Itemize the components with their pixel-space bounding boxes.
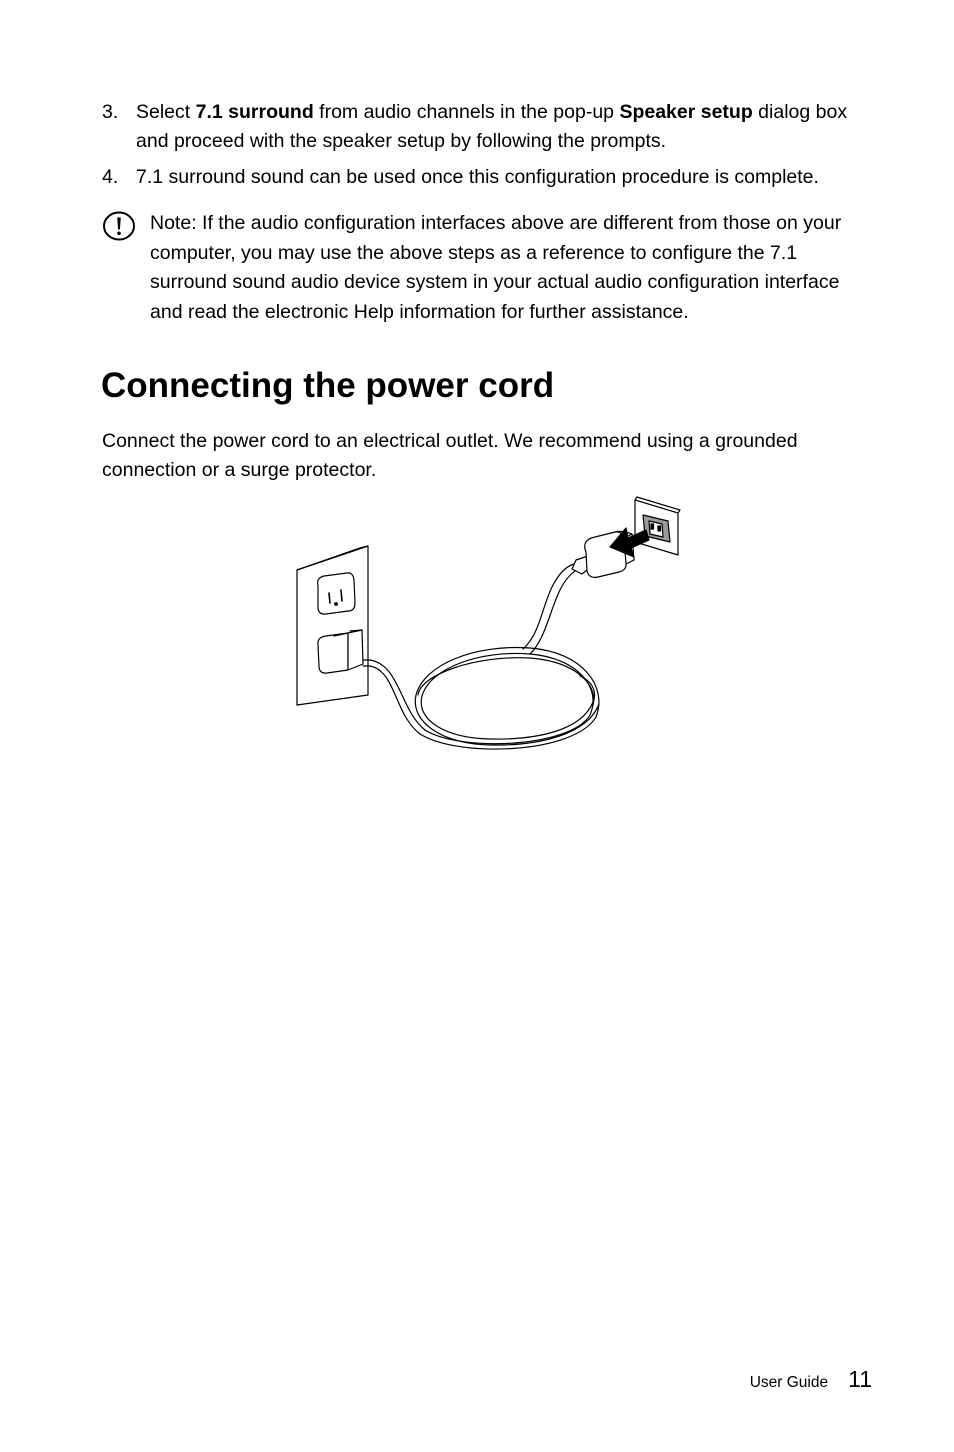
step-number: 3. <box>102 101 119 123</box>
step-3 <box>102 98 872 156</box>
power-cord-illustration <box>290 490 690 765</box>
wall-outlet-icon <box>297 546 368 705</box>
page-footer <box>750 1366 872 1393</box>
step-number: 4. <box>102 166 119 188</box>
speaker-setup-dialog-name: Speaker setup <box>619 101 753 123</box>
step-4 <box>102 163 872 192</box>
page-number: 11 <box>848 1366 872 1392</box>
note-text: Note: If the audio configuration interfaces above are different from those on your computer, you may use the above steps as a reference to configure the 7.1 surround sound audio device system in your actual audio configuration interface and read the electronic Help information for further assistance. <box>150 212 842 323</box>
option-7-1-surround: 7.1 surround <box>195 101 314 123</box>
footer-label: User Guide <box>749 1374 829 1391</box>
attention-icon <box>102 209 150 327</box>
step-text: Select 7.1 surround from audio channels in the pop-up Speaker setup dialog box and proceed with the speaker setup by following the prompts. <box>136 101 848 152</box>
section-title: Connecting the power cord <box>101 366 555 405</box>
note-label: Note: <box>150 212 197 234</box>
power-cord-icon <box>370 564 599 749</box>
note-block <box>102 209 877 327</box>
section-body: Connect the power cord to an electrical outlet. We recommend using a grounded connection or a surge protector. <box>102 430 798 481</box>
step-text: 7.1 surround sound can be used once this configuration procedure is complete. <box>136 166 819 188</box>
